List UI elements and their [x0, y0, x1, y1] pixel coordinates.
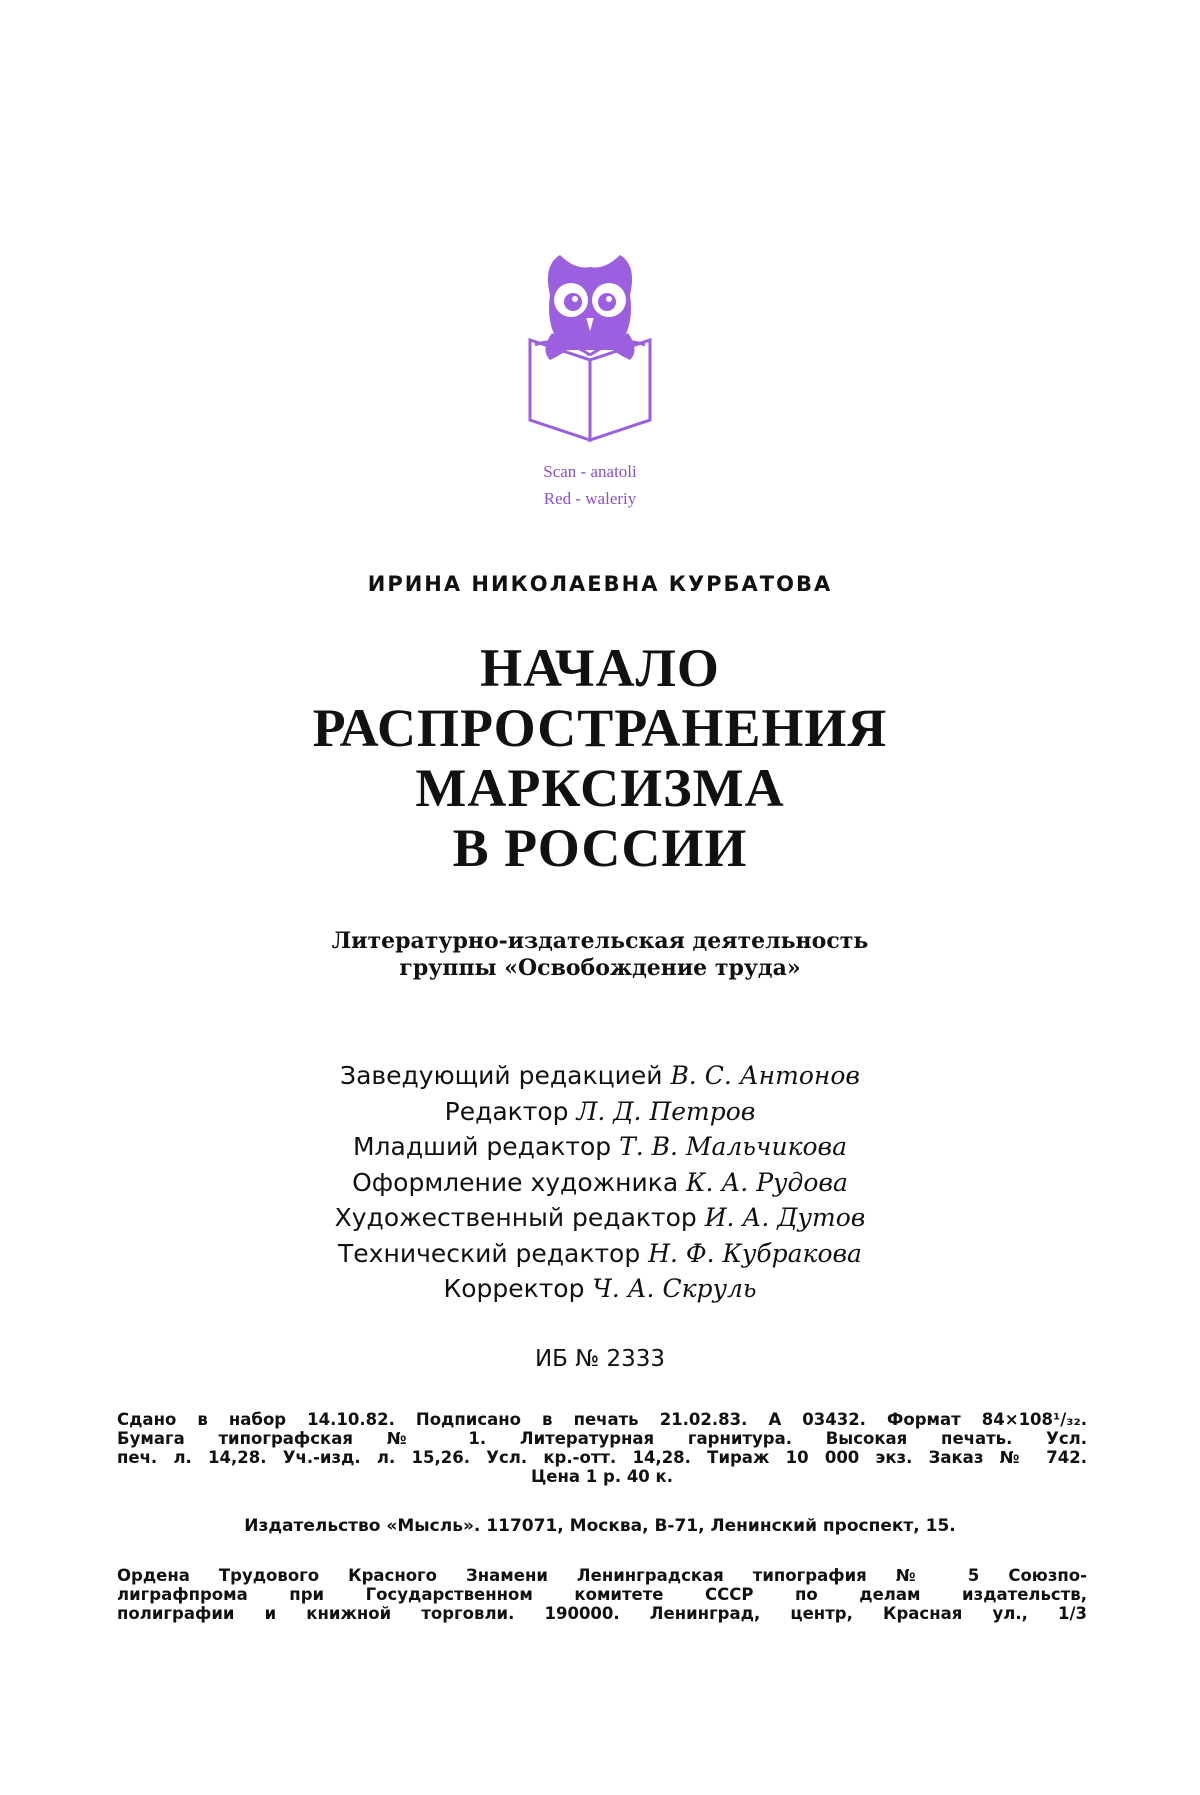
- book-subtitle: [0, 928, 1200, 982]
- subtitle-line-2: группы «Освобождение труда»: [399, 955, 801, 981]
- printer-details: [117, 1566, 1087, 1623]
- title-line-3: МАРКСИЗМА: [415, 758, 785, 818]
- credit-row: [0, 1129, 1200, 1165]
- credit-role: Оформление художника: [352, 1167, 679, 1197]
- credit-role: Технический редактор: [338, 1238, 641, 1268]
- subtitle-line-1: Литературно-издательская деятельность: [331, 928, 869, 954]
- imprint-line-2: Бумага типографская № 1. Литературная гарнитура. Высокая печать. Усл.: [117, 1429, 1087, 1448]
- credit-person: Т. В. Мальчикова: [619, 1132, 848, 1161]
- author-name: ИРИНА НИКОЛАЕВНА КУРБАТОВА: [367, 572, 833, 596]
- credit-person: В. С. Антонов: [670, 1061, 860, 1090]
- credit-person: Л. Д. Петров: [576, 1096, 756, 1126]
- publisher-address: Издательство «Мысль». 117071, Москва, В-71, Ленинский проспект, 15.: [244, 1516, 956, 1536]
- credit-person: И. А. Дутов: [704, 1203, 866, 1232]
- book-title: [0, 638, 1200, 878]
- title-line-2: РАСПРОСТРАНЕНИЯ: [312, 698, 888, 758]
- watermark-line-2: Red - waleriy: [543, 489, 637, 508]
- credit-row: [0, 1271, 1200, 1307]
- credit-role: Младший редактор: [352, 1132, 612, 1161]
- watermark-line-1: Scan - anatoli: [543, 462, 637, 481]
- credit-row: [0, 1094, 1200, 1130]
- credit-person: Ч. А. Скруль: [592, 1274, 757, 1303]
- owl-with-book-icon: [505, 255, 675, 455]
- printer-line-1: Ордена Трудового Красного Знамени Ленинградская типография № 5 Союзпо-: [117, 1566, 1087, 1585]
- imprint-line-3: печ. л. 14,28. Уч.-изд. л. 15,26. Усл. кр.-отт. 14,28. Тираж 10 000 экз. Заказ № 742.: [117, 1448, 1087, 1467]
- imprint-details: [117, 1410, 1087, 1486]
- printer-line-2: лиграфпрома при Государственном комитете СССР по делам издательств,: [117, 1585, 1087, 1604]
- credit-row: [0, 1200, 1200, 1236]
- imprint-line-4: Цена 1 р. 40 к.: [531, 1467, 673, 1486]
- credit-row: [0, 1165, 1200, 1201]
- credit-row: [0, 1058, 1200, 1094]
- credit-role: Художественный редактор: [334, 1203, 697, 1232]
- printer-line-3: полиграфии и книжной торговли. 190000. Ленинград, центр, Красная ул., 1/3: [117, 1604, 1087, 1623]
- credit-role: Редактор: [444, 1096, 569, 1126]
- credits-list: [0, 1058, 1200, 1307]
- credit-person: К. А. Рудова: [686, 1167, 848, 1197]
- ib-number: ИБ № 2333: [534, 1346, 666, 1372]
- credit-role: Корректор: [443, 1274, 585, 1303]
- title-line-1: НАЧАЛО: [480, 638, 720, 698]
- credit-role: Заведующий редакцией: [340, 1061, 663, 1090]
- imprint-line-1: Сдано в набор 14.10.82. Подписано в печать 21.02.83. А 03432. Формат 84×108¹/₃₂.: [117, 1410, 1087, 1429]
- credit-person: Н. Ф. Кубракова: [648, 1238, 862, 1268]
- title-line-4: В РОССИИ: [452, 818, 748, 878]
- credit-row: [0, 1236, 1200, 1272]
